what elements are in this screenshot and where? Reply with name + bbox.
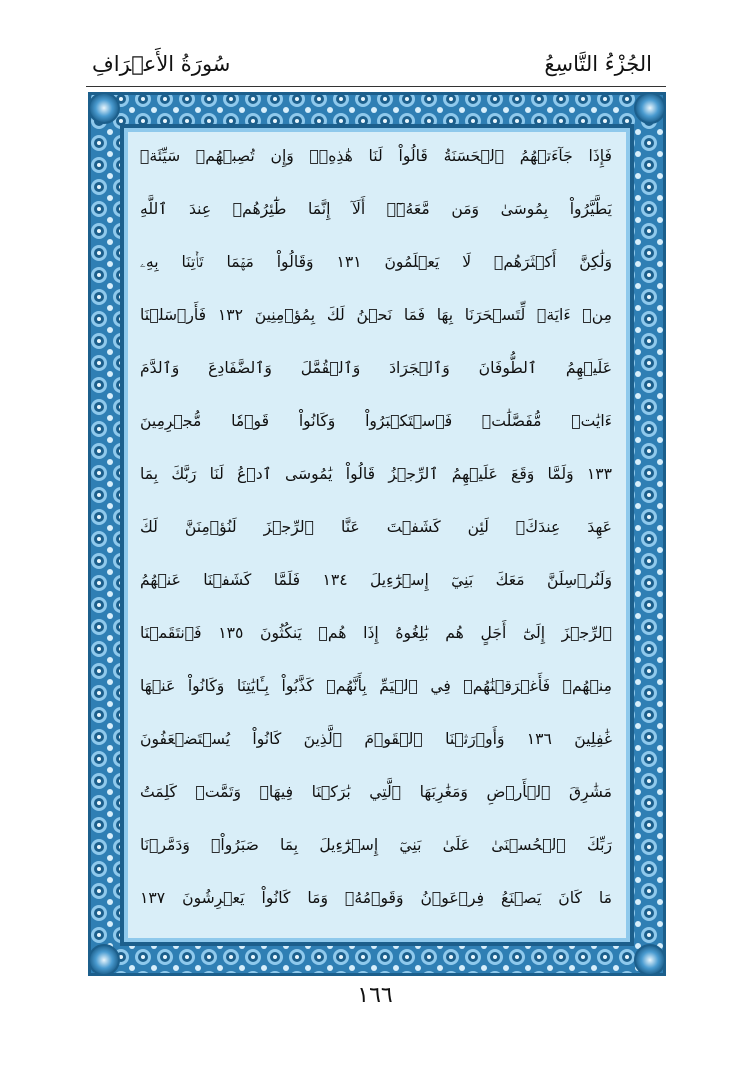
corner-rosette-top-right xyxy=(635,93,665,123)
text-line: مِنۡ ءَايَةٖ لِّتَسۡحَرَنَا بِهَا فَمَا نَحۡنُ لَكَ بِمُؤۡمِنِينَ ١٣٢ فَأَرۡسَلۡنَا xyxy=(140,306,612,324)
corner-rosette-bottom-left xyxy=(89,945,119,975)
text-line: عَهِدَ عِندَكَۖ لَئِن كَشَفۡتَ عَنَّا ٱلرِّجۡزَ لَنُؤۡمِنَنَّ لَكَ xyxy=(140,518,612,536)
text-line: رَبِّكَ ٱلۡحُسۡنَىٰ عَلَىٰ بَنِيٓ إِسۡرَٰٓءِيلَ بِمَا صَبَرُواْۖ وَدَمَّرۡنَا xyxy=(140,836,612,854)
quran-text-block xyxy=(140,130,612,925)
text-line: ١٣٣ وَلَمَّا وَقَعَ عَلَيۡهِمُ ٱلرِّجۡزُ قَالُواْ يَٰمُوسَى ٱدۡعُ لَنَا رَبَّكَ بِمَا xyxy=(140,465,612,483)
text-line: مَا كَانَ يَصۡنَعُ فِرۡعَوۡنُ وَقَوۡمُهُۥ وَمَا كَانُواْ يَعۡرِشُونَ ١٣٧ xyxy=(140,889,612,907)
text-line: فَإِذَا جَآءَتۡهُمُ ٱلۡحَسَنَةُ قَالُواْ لَنَا هَٰذِهِۦۖ وَإِن تُصِبۡهُمۡ سَيِّئَةٞ xyxy=(140,147,612,165)
corner-rosette-top-left xyxy=(89,93,119,123)
text-line: ءَايَٰتٖ مُّفَصَّلَٰتٖ فَٱسۡتَكۡبَرُواْ وَكَانُواْ قَوۡمٗا مُّجۡرِمِينَ xyxy=(140,412,612,430)
text-line: ٱلرِّجۡزَ إِلَىٰٓ أَجَلٍ هُم بَٰلِغُوهُ إِذَا هُمۡ يَنكُثُونَ ١٣٥ فَٱنتَقَمۡنَا xyxy=(140,624,612,642)
surah-title: سُورَةُ الأَعۡرَافِ xyxy=(92,52,231,76)
text-line: مَشَٰرِقَ ٱلۡأَرۡضِ وَمَغَٰرِبَهَا ٱلَّتِي بَٰرَكۡنَا فِيهَاۖ وَتَمَّتۡ كَلِمَتُ xyxy=(140,783,612,801)
text-line: يَطَّيَّرُواْ بِمُوسَىٰ وَمَن مَّعَهُۥٓۗ أَلَآ إِنَّمَا طَٰٓئِرُهُمۡ عِندَ ٱللَّهِ xyxy=(140,200,612,218)
page-number: ١٦٦ xyxy=(357,983,393,1008)
juz-title: الجُزْءُ التَّاسِعُ xyxy=(544,52,652,76)
text-line: وَلَٰكِنَّ أَكۡثَرَهُمۡ لَا يَعۡلَمُونَ ١٣١ وَقَالُواْ مَهۡمَا تَأۡتِنَا بِهِۦ xyxy=(140,253,612,271)
text-line: غَٰفِلِينَ ١٣٦ وَأَوۡرَثۡنَا ٱلۡقَوۡمَ ٱلَّذِينَ كَانُواْ يُسۡتَضۡعَفُونَ xyxy=(140,730,612,748)
text-line: وَلَنُرۡسِلَنَّ مَعَكَ بَنِيٓ إِسۡرَٰٓءِيلَ ١٣٤ فَلَمَّا كَشَفۡنَا عَنۡهُمُ xyxy=(140,571,612,589)
text-line: مِنۡهُمۡ فَأَغۡرَقۡنَٰهُمۡ فِي ٱلۡيَمِّ بِأَنَّهُمۡ كَذَّبُواْ بِـَٔايَٰتِنَا وَكَانُواْ عَنۡهَا xyxy=(140,677,612,695)
text-line: عَلَيۡهِمُ ٱلطُّوفَانَ وَٱلۡجَرَادَ وَٱلۡقُمَّلَ وَٱلضَّفَادِعَ وَٱلدَّمَ xyxy=(140,359,612,377)
corner-rosette-bottom-right xyxy=(635,945,665,975)
